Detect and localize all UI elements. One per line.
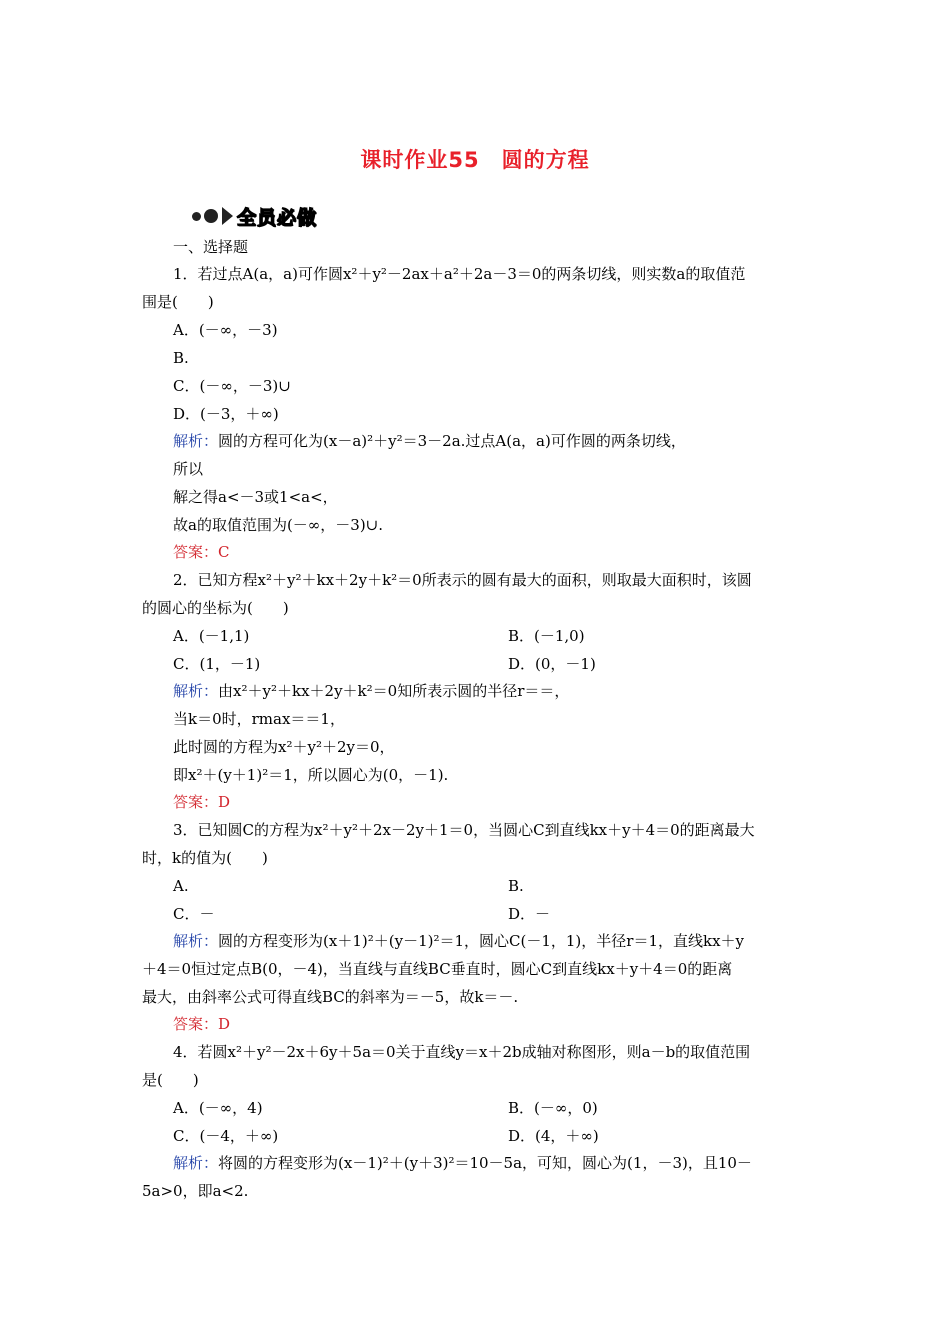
option-a: A. [173, 877, 189, 895]
section-banner [192, 203, 317, 229]
solution-text: 此时圆的方程为x²＋y²＋2y＝0， [173, 738, 395, 756]
solution-text: 圆的方程可化为(x－a)²＋y²＝3－2a.过点A(a，a)可作圆的两条切线， [218, 432, 686, 450]
question-stem: 3．已知圆C的方程为x²＋y²＋2x－2y＋1＝0，当圆心C到直线kx＋y＋4＝0的距离最大 [173, 821, 755, 839]
option-a: A．(－∞，4) [173, 1099, 263, 1117]
answer: 答案：C [173, 543, 230, 561]
option-d: D．－ [508, 905, 551, 923]
solution-text: 5a>0，即a<2. [142, 1182, 249, 1200]
solution-label: 解析： [173, 682, 219, 700]
solution-line [173, 681, 569, 701]
option-b: B. [508, 877, 524, 895]
page-title: 课时作业55 圆的方程 [360, 148, 590, 172]
solution-line [173, 1153, 752, 1173]
solution-text: 将圆的方程变形为(x－1)²＋(y＋3)²＝10－5a，可知，圆心为(1，－3)，且10－ [218, 1154, 752, 1172]
option-d: D．(－3，＋∞) [173, 405, 279, 423]
option-c: C．(1，－1) [173, 655, 261, 673]
option-d: D．(4，＋∞) [508, 1127, 599, 1145]
option-b: B．(－∞，0) [508, 1099, 598, 1117]
dot-icon [192, 212, 201, 221]
solution-text: 故a的取值范围为(－∞，－3)∪. [173, 516, 384, 534]
option-a: A．(－1,1) [173, 627, 250, 645]
question-stem: 围是( ) [142, 293, 214, 311]
question-stem: 的圆心的坐标为( ) [142, 599, 289, 617]
solution-text: 圆的方程变形为(x＋1)²＋(y－1)²＝1，圆心C(－1，1)，半径r＝1，直线kx＋y [218, 932, 745, 950]
arrow-right-icon [222, 207, 233, 225]
option-c: C．(－4，＋∞) [173, 1127, 279, 1145]
dot-icon [204, 209, 218, 223]
section-heading: 一、选择题 [173, 238, 249, 256]
option-d: D．(0，－1) [508, 655, 596, 673]
solution-text: 解之得a<－3或1<a<， [173, 488, 338, 506]
question-stem: 时，k的值为( ) [142, 849, 268, 867]
question-stem: 1．若过点A(a，a)可作圆x²＋y²－2ax＋a²＋2a－3＝0的两条切线，则实数a的取值范 [173, 265, 746, 283]
option-b: B．(－1,0) [508, 627, 585, 645]
solution-text: 当k＝0时，rmax＝＝1， [173, 710, 345, 728]
option-c: C．－ [173, 905, 215, 923]
solution-text: 由x²＋y²＋kx＋2y＋k²＝0知所表示圆的半径r＝＝， [218, 682, 570, 700]
banner-label: 全员必做 [237, 206, 318, 229]
option-a: A．(－∞，－3) [173, 321, 278, 339]
solution-text: 所以 [173, 460, 204, 478]
question-stem: 是( ) [142, 1071, 199, 1089]
option-b: B. [173, 349, 189, 367]
answer: 答案：D [173, 1015, 231, 1033]
solution-label: 解析： [173, 932, 219, 950]
solution-text: ＋4＝0恒过定点B(0，－4)，当直线与直线BC垂直时，圆心C到直线kx＋y＋4＝0的距离 [142, 960, 733, 978]
solution-line [173, 431, 686, 451]
solution-text: 即x²＋(y＋1)²＝1，所以圆心为(0，－1). [173, 766, 449, 784]
solution-label: 解析： [173, 432, 219, 450]
solution-text: 最大，由斜率公式可得直线BC的斜率为＝－5，故k＝－. [142, 988, 519, 1006]
solution-label: 解析： [173, 1154, 219, 1172]
question-stem: 2．已知方程x²＋y²＋kx＋2y＋k²＝0所表示的圆有最大的面积，则取最大面积时，该圆 [173, 571, 752, 589]
question-stem: 4．若圆x²＋y²－2x＋6y＋5a＝0关于直线y＝x＋2b成轴对称图形，则a－b的取值范围 [173, 1043, 751, 1061]
solution-line [173, 931, 744, 951]
answer: 答案：D [173, 793, 231, 811]
option-c: C．(－∞，－3)∪ [173, 377, 291, 395]
